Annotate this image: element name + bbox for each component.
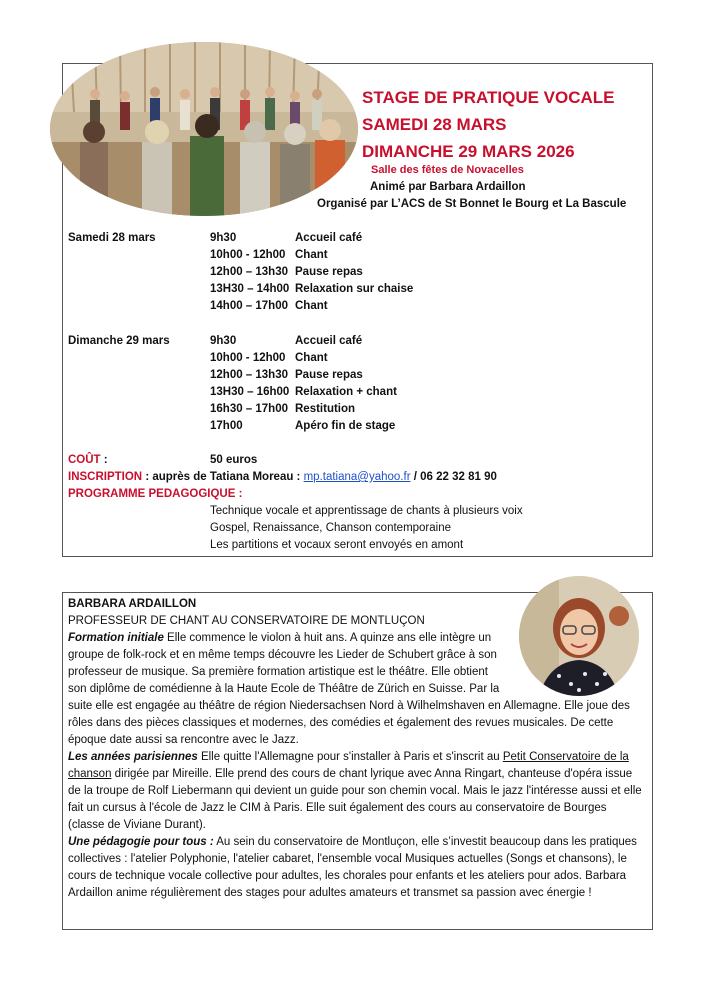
- cost-line: [68, 454, 108, 466]
- programme-label: PROGRAMME PEDAGOGIQUE :: [68, 488, 243, 500]
- portrait-illustration: [519, 576, 639, 696]
- venue-text: Salle des fêtes de Novacelles: [371, 164, 524, 176]
- programme-item: Les partitions et vocaux seront envoyés en amont: [210, 539, 464, 551]
- paris-label: Les années parisiennes: [68, 751, 198, 763]
- formation-text-1: Elle commence le violon à huit ans. A quinze ans elle intègre un: [163, 632, 492, 644]
- schedule-time: 12h00 – 13h30: [210, 369, 289, 381]
- schedule-activity: Pause repas: [295, 266, 363, 278]
- schedule-activity: Relaxation sur chaise: [295, 283, 414, 295]
- programme-item: Technique vocale et apprentissage de chants à plusieurs voix: [210, 505, 523, 517]
- formation-line-4: son diplôme de comédienne à la Haute Ecole de Théâtre de Zürich en Suisse. Par la: [68, 683, 500, 695]
- schedule-time: 13H30 – 14h00: [210, 283, 290, 295]
- schedule-time: 16h30 – 17h00: [210, 403, 289, 415]
- paris-text-1: Elle quitte l'Allemagne pour s'installer à Paris et s'inscrit au: [197, 751, 503, 763]
- group-singing-photo: [50, 42, 358, 216]
- email-link[interactable]: mp.tatiana@yahoo.fr: [303, 471, 411, 483]
- formation-line-5: suite elle est engagée au théâtre de région Niedersachsen Nord à Wilhelmshaven en Allemagne. Elle joue des rôles dans des pièces classiques et modernes, des comédies et également des revues musicales. De cette époque date aussi sa rencontre avec le Jazz.: [68, 700, 630, 746]
- schedule-activity: Chant: [295, 300, 328, 312]
- pedagogy-label: Une pédagogie pour tous :: [68, 836, 214, 848]
- sunday-label: Dimanche 29 mars: [68, 335, 170, 347]
- schedule-activity: Relaxation + chant: [295, 386, 397, 398]
- cost-value: 50 euros: [210, 454, 258, 466]
- schedule-activity: Apéro fin de stage: [295, 420, 396, 432]
- saturday-label: Samedi 28 mars: [68, 232, 156, 244]
- formation-label: Formation initiale: [68, 632, 164, 644]
- schedule-activity: Accueil café: [295, 232, 363, 244]
- paris-conservatoire-link: Petit Conservatoire de la chanson: [68, 751, 629, 780]
- formation-line-1: [68, 630, 510, 647]
- schedule-activity: Accueil café: [295, 335, 363, 347]
- paris-text-2: dirigée par Mireille. Elle prend des cours de chant lyrique avec Anna Ringart, chanteuse d'opéra issue de la troupe de Rolf Liebermann qui devient un guide pour son chemin vocal. Mais le jazz l'intéresse aussi et elle fait un cursus à l'école de Jazz le CIM à Paris. Elle suit également des cours au conservatoire de Bourges (classe de Viviane Durant).: [68, 768, 642, 831]
- schedule-time: 17h00: [210, 420, 243, 432]
- schedule-activity: Chant: [295, 249, 328, 261]
- barbara-portrait: [519, 576, 639, 696]
- inscription-line: [68, 471, 497, 483]
- animator-text: Animé par Barbara Ardaillon: [370, 181, 526, 193]
- title-line-1: STAGE DE PRATIQUE VOCALE: [362, 88, 615, 107]
- schedule-activity: Pause repas: [295, 369, 363, 381]
- group-photo-illustration: [50, 42, 358, 216]
- schedule-activity: Chant: [295, 352, 328, 364]
- paris-paragraph: [68, 749, 646, 834]
- cost-label: COÛT: [68, 454, 101, 466]
- pedagogy-text: Au sein du conservatoire de Montluçon, elle s’investit beaucoup dans les pratiques collectives : l'atelier Polyphonie, l'atelier cabaret, l'ensemble vocal Musiques actuelles (Songs et chansons), le cours de technique vocale collective pour adultes, les chorales pour enfants et les ateliers pour ados. Barbara Ardaillon anime régulièrement des stages pour adultes amateurs et transmet sa passion avec énergie !: [68, 836, 637, 899]
- inscription-text: : auprès de Tatiana Moreau :: [142, 471, 304, 483]
- schedule-activity: Restitution: [295, 403, 356, 415]
- title-line-2: SAMEDI 28 MARS: [362, 115, 507, 134]
- inscription-label: INSCRIPTION: [68, 471, 143, 483]
- title-line-3: DIMANCHE 29 MARS 2026: [362, 142, 575, 161]
- schedule-time: 10h00 - 12h00: [210, 352, 286, 364]
- formation-line-3: professeur de musique. Sa première formation artistique est le théâtre. Elle obtient: [68, 666, 488, 678]
- pedagogy-paragraph: [68, 834, 646, 902]
- programme-item: Gospel, Renaissance, Chanson contemporaine: [210, 522, 452, 534]
- formation-line-2: groupe de folk-rock et en même temps découvre les Lieder de Schubert grâce à son: [68, 649, 497, 661]
- schedule-time: 10h00 - 12h00: [210, 249, 286, 261]
- event-heading: [362, 84, 652, 165]
- cost-separator: :: [100, 454, 108, 466]
- organizer-text: Organisé par L’ACS de St Bonnet le Bourg et La Bascule: [317, 198, 627, 210]
- schedule-time: 13H30 – 16h00: [210, 386, 290, 398]
- schedule-time: 12h00 – 13h30: [210, 266, 289, 278]
- bio-name: BARBARA ARDAILLON: [68, 598, 197, 610]
- schedule-time: 14h00 – 17h00: [210, 300, 289, 312]
- schedule-time: 9h30: [210, 232, 237, 244]
- schedule-time: 9h30: [210, 335, 237, 347]
- phone-text: / 06 22 32 81 90: [410, 471, 497, 483]
- bio-role: PROFESSEUR DE CHANT AU CONSERVATOIRE DE MONTLUÇON: [68, 615, 425, 627]
